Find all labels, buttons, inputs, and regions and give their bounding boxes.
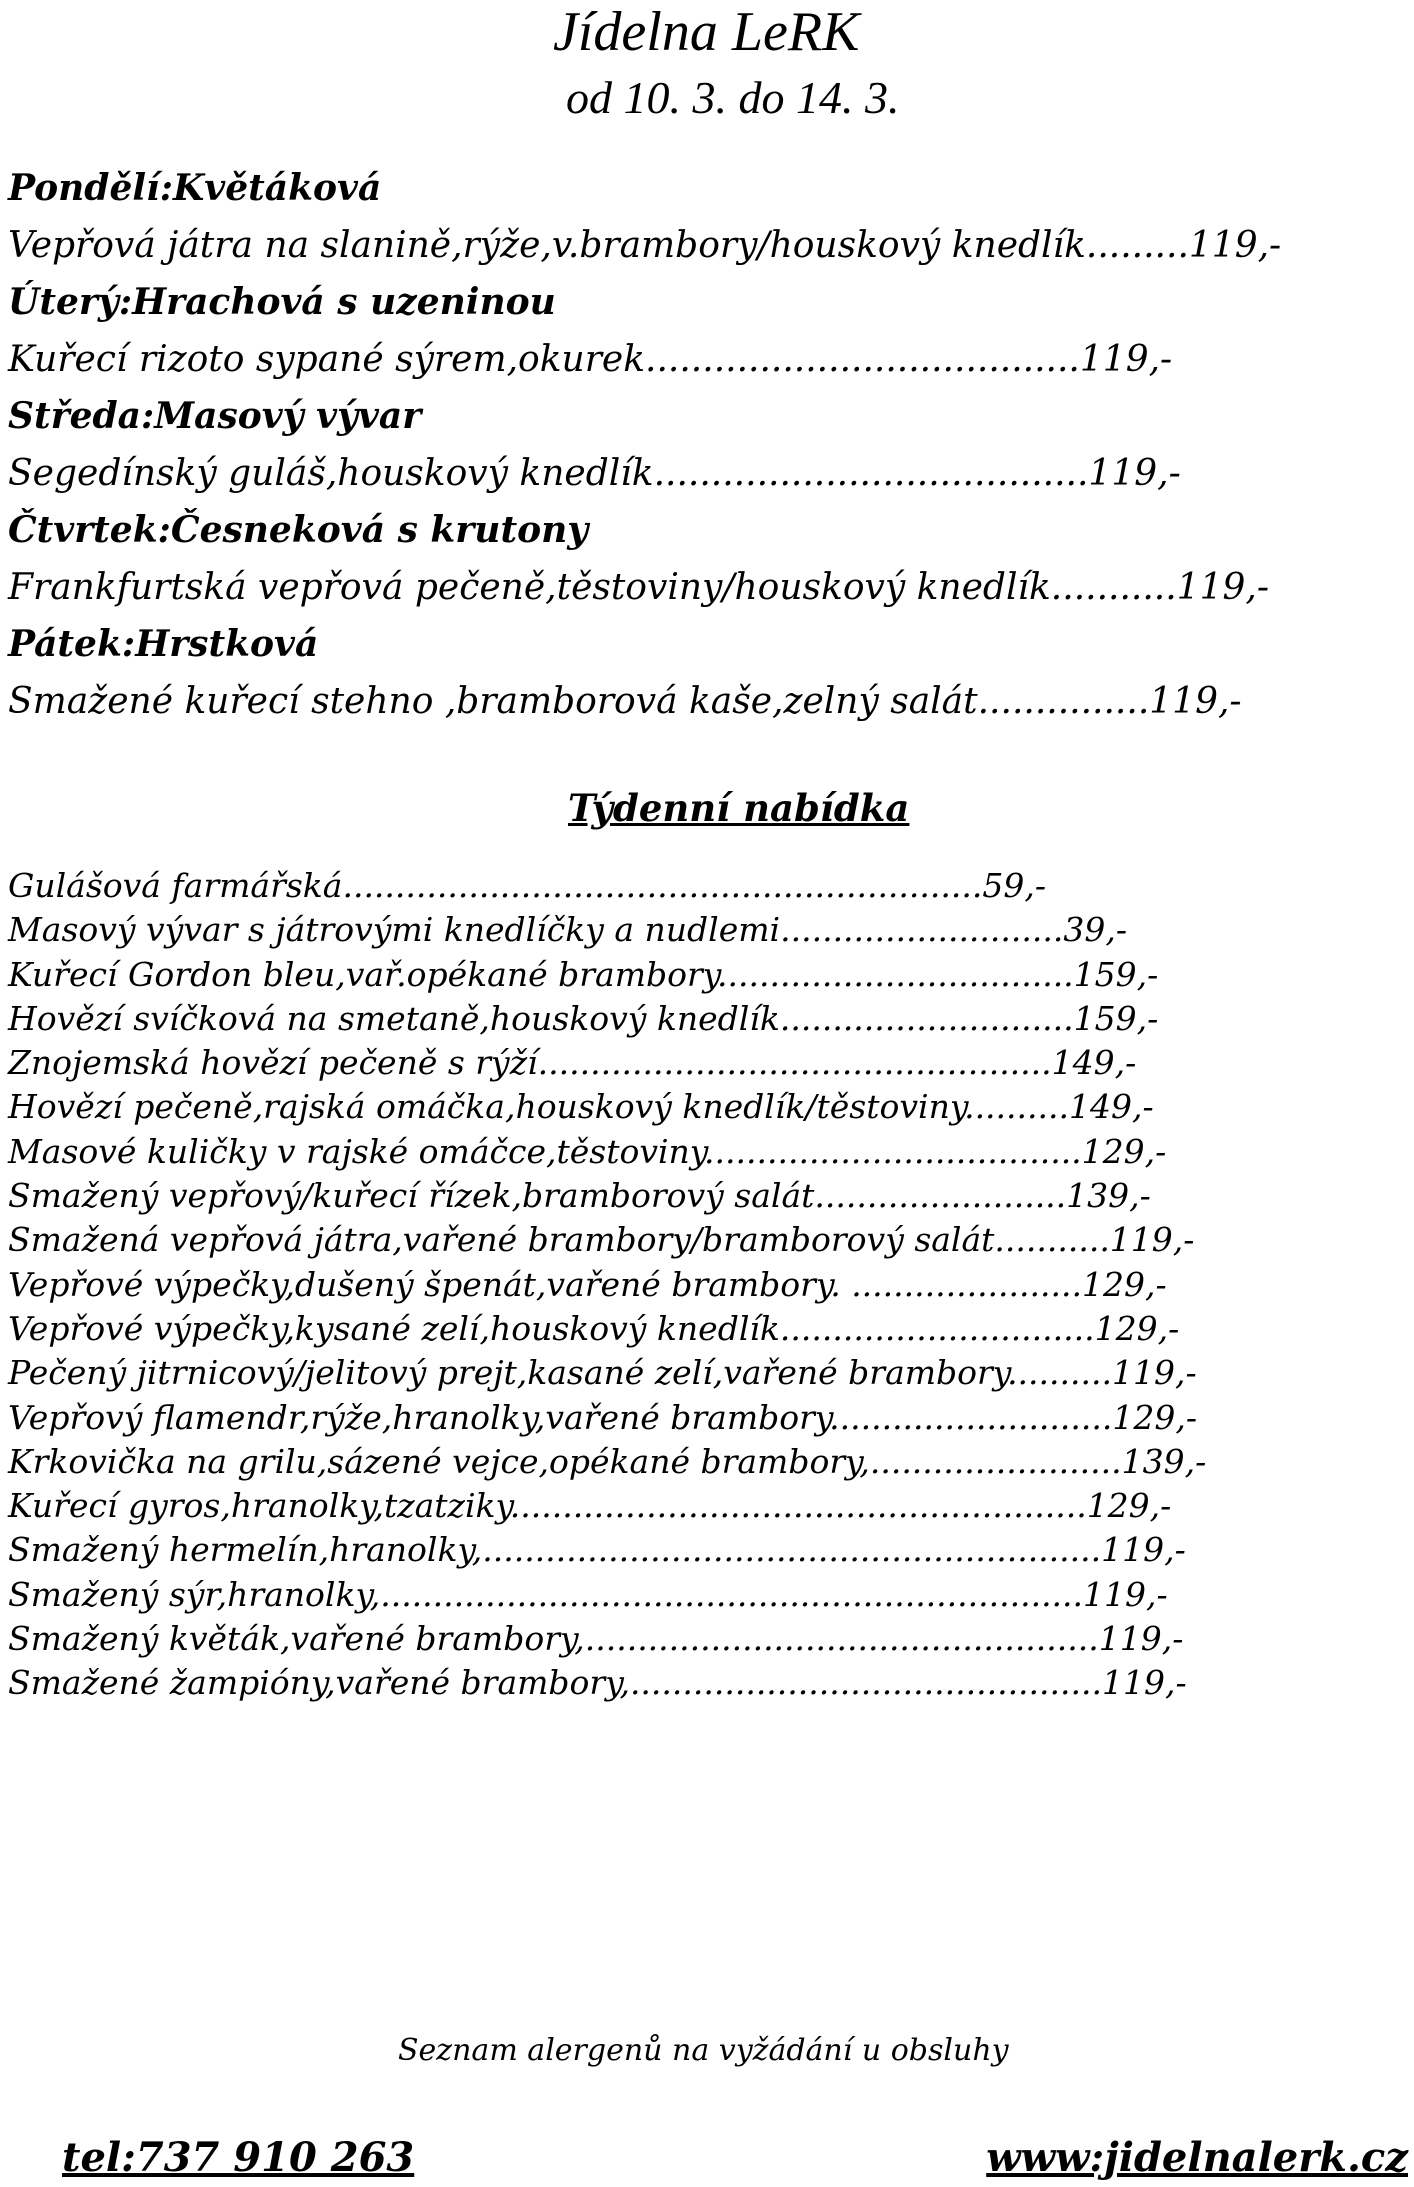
website-link: www:jidelnalerk.cz <box>986 2134 1408 2181</box>
offer-item: Smažený vepřový/kuřecí řízek,bramborový salát........................139,- <box>8 1176 1151 1216</box>
offer-item: Hovězí svíčková na smetaně,houskový knedlík............................159,- <box>8 998 1159 1038</box>
offer-item: Znojemská hovězí pečeně s rýží.................................................149,- <box>8 1043 1137 1083</box>
day-meal: Segedínský guláš,houskový knedlík......................................119,- <box>8 453 1181 494</box>
offer-item: Hovězí pečeně,rajská omáčka,houskový knedlík/těstoviny..........149,- <box>8 1087 1154 1127</box>
day-name: Pondělí:Květáková <box>8 167 382 209</box>
offer-item: Smažená vepřová játra,vařené brambory/bramborový salát...........119,- <box>8 1220 1195 1260</box>
offer-item: Smažený sýr,hranolky,...................................................................119,- <box>8 1574 1168 1614</box>
offer-item: Pečený jitrnicový/jelitový prejt,kasané zelí,vařené brambory..........119,- <box>8 1353 1197 1393</box>
day-name: Středa:Masový vývar <box>8 395 422 437</box>
day-block-friday <box>8 616 1408 730</box>
day-name: Čtvrtek:Česneková s krutony <box>8 509 589 551</box>
offer-item: Smažený květák,vařené brambory,.................................................119,- <box>8 1619 1184 1659</box>
day-block-monday <box>8 160 1408 274</box>
offer-item: Kuřecí Gordon bleu,vař.opékané brambory..................................159,- <box>8 954 1159 994</box>
day-name: Pátek:Hrstková <box>8 623 319 665</box>
phone-number: tel:737 910 263 <box>62 2134 415 2181</box>
offer-item: Masové kuličky v rajské omáčce,těstoviny....................................129,- <box>8 1131 1167 1171</box>
weekly-offer-title: Týdenní nabídka <box>568 786 910 830</box>
day-block-tuesday <box>8 274 1408 388</box>
allergens-note: Seznam alergenů na vyžádání u obsluhy <box>398 2033 1009 2068</box>
offer-item: Vepřový flamendr,rýže,hranolky,vařené brambory...........................129,- <box>8 1397 1197 1437</box>
offer-item: Masový vývar s játrovými knedlíčky a nudlemi...........................39,- <box>8 910 1127 950</box>
offer-item: Smažené žampióny,vařené brambory,.............................................119,- <box>8 1663 1187 1703</box>
page-title: Jídelna LeRK <box>553 1 860 63</box>
date-range: od 10. 3. do 14. 3. <box>566 72 900 123</box>
offer-item: Kuřecí gyros,hranolky,tzatziky.......................................................129,- <box>8 1486 1172 1526</box>
day-block-thursday <box>8 502 1408 616</box>
day-name: Úterý:Hrachová s uzeninou <box>8 281 556 323</box>
day-meal: Frankfurtská vepřová pečeně,těstoviny/houskový knedlík...........119,- <box>8 567 1270 608</box>
offer-item: Krkovička na grilu,sázené vejce,opékané brambory,........................139,- <box>8 1441 1207 1481</box>
day-meal: Kuřecí rizoto sypané sýrem,okurek......................................119,- <box>8 339 1173 380</box>
weekly-menu <box>8 160 1408 730</box>
offer-item: Vepřové výpečky,kysané zelí,houskový knedlík..............................129,- <box>8 1308 1180 1348</box>
weekly-offer-list <box>8 864 1408 1706</box>
day-meal: Vepřová játra na slanině,rýže,v.brambory/houskový knedlík.........119,- <box>8 225 1282 266</box>
day-meal: Smažené kuřecí stehno ,bramborová kaše,zelný salát...............119,- <box>8 681 1242 722</box>
day-block-wednesday <box>8 388 1408 502</box>
offer-item: Gulášová farmářská.............................................................59,- <box>8 866 1046 905</box>
offer-item: Vepřové výpečky,dušený špenát,vařené brambory. ......................129,- <box>8 1264 1167 1304</box>
offer-item: Smažený hermelín,hranolky,...........................................................119,- <box>8 1530 1186 1570</box>
